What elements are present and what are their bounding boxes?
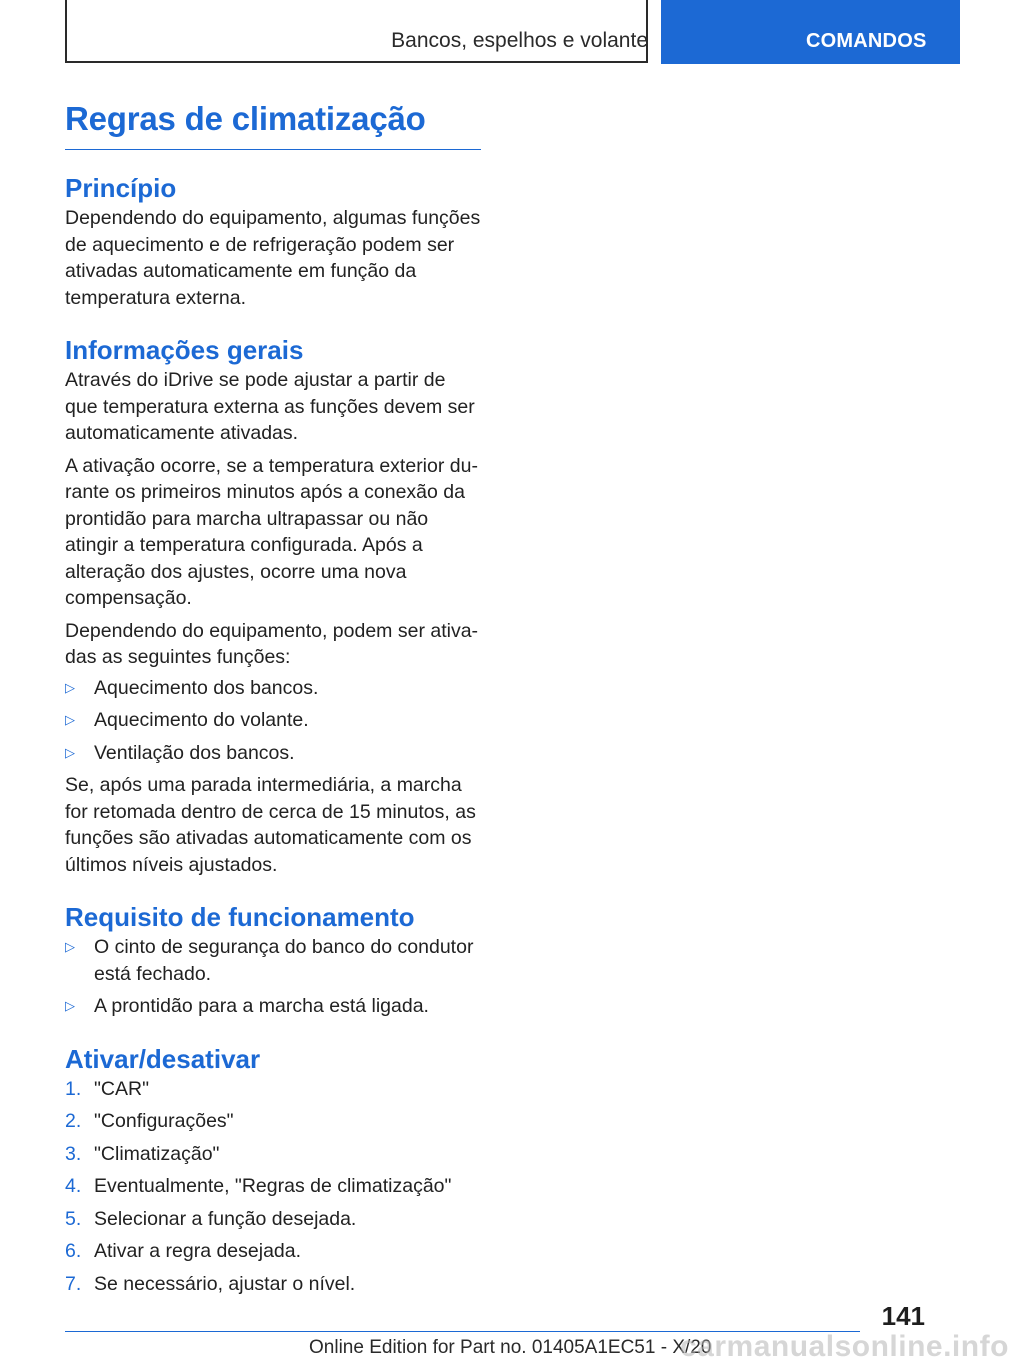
step-number: 3.	[65, 1142, 82, 1165]
function-list	[65, 675, 481, 767]
heading-requisito: Requisito de funcionamento	[65, 902, 415, 932]
step-item: 7. Se necessário, ajustar o nível.	[65, 1271, 481, 1298]
step-number: 2.	[65, 1110, 82, 1132]
list-item: ▷ Aquecimento do volante.	[65, 707, 481, 734]
page-content	[65, 100, 481, 1297]
principio-text: Dependendo do equipamento, algumas funções de aquecimento e de refrigeração podem ser ativadas automaticamente em função da temperatura externa.	[65, 207, 481, 309]
list-item: ▷ Aquecimento dos bancos.	[65, 675, 481, 702]
requirement-list	[65, 934, 481, 1020]
step-item: 1. "CAR"	[65, 1076, 481, 1103]
triangle-bullet-icon: ▷	[65, 744, 75, 760]
footer-edition: Online Edition for Part no. 01405A1EC51 - X/20	[309, 1337, 712, 1358]
heading-ativar-desativar: Ativar/desativar	[65, 1043, 261, 1074]
triangle-bullet-icon: ▷	[65, 679, 75, 695]
informacoes-paragraph-4: Se, após uma parada intermediária, a marcha for retomada dentro de cerca de 15 minutos, as funções são ativadas automaticamente com os últimos níveis ajustados.	[65, 774, 476, 876]
page-title: Regras de climatização	[65, 100, 481, 150]
triangle-bullet-icon: ▷	[65, 939, 75, 954]
triangle-bullet-icon: ▷	[65, 712, 75, 727]
step-item: 5. Selecionar a função desejada.	[65, 1206, 481, 1233]
step-item: 3. "Climatização"	[65, 1141, 481, 1168]
list-item: ▷ A prontidão para a marcha está ligada.	[65, 993, 481, 1020]
informacoes-paragraph-1: Através do iDrive se pode ajustar a partir de que temperatura externa as funções devem ser automaticamente ativadas.	[65, 369, 475, 444]
heading-informacoes-gerais: Informações gerais	[65, 335, 304, 365]
triangle-bullet-icon: ▷	[65, 998, 75, 1013]
informacoes-paragraph-2: A ativação ocorre, se a temperatura exterior durante os primeiros minutos após a conexão da prontidão para marcha ultrapassar ou não atingir a temperatura configurada. Após a alteração dos ajustes, ocorre uma nova compensação.	[65, 454, 478, 609]
step-number: 4.	[65, 1175, 82, 1197]
list-item: ▷ Ventilação dos bancos.	[65, 740, 481, 767]
header-section-title: Bancos, espelhos e volante	[391, 29, 648, 52]
step-number: 5.	[65, 1207, 82, 1230]
step-number: 6.	[65, 1240, 82, 1262]
step-number: 7.	[65, 1272, 82, 1295]
step-item: 2. "Configurações"	[65, 1108, 481, 1135]
chapter-tab-label: COMANDOS	[806, 30, 927, 52]
chapter-tab[interactable]	[661, 0, 960, 64]
step-item: 4. Eventualmente, "Regras de climatização"	[65, 1173, 481, 1200]
heading-principio: Princípio	[65, 173, 177, 203]
watermark: carmanualsonline.info	[680, 1330, 1009, 1363]
step-number: 1.	[65, 1077, 82, 1100]
steps-list	[65, 1076, 481, 1298]
informacoes-paragraph-3: Dependendo do equipamento, podem ser ativadas as seguintes funções:	[65, 619, 479, 668]
list-item: ▷ O cinto de segurança do banco do condutor está fechado.	[65, 936, 474, 985]
page-number: 141	[881, 1301, 925, 1331]
step-item: 6. Ativar a regra desejada.	[65, 1238, 481, 1265]
